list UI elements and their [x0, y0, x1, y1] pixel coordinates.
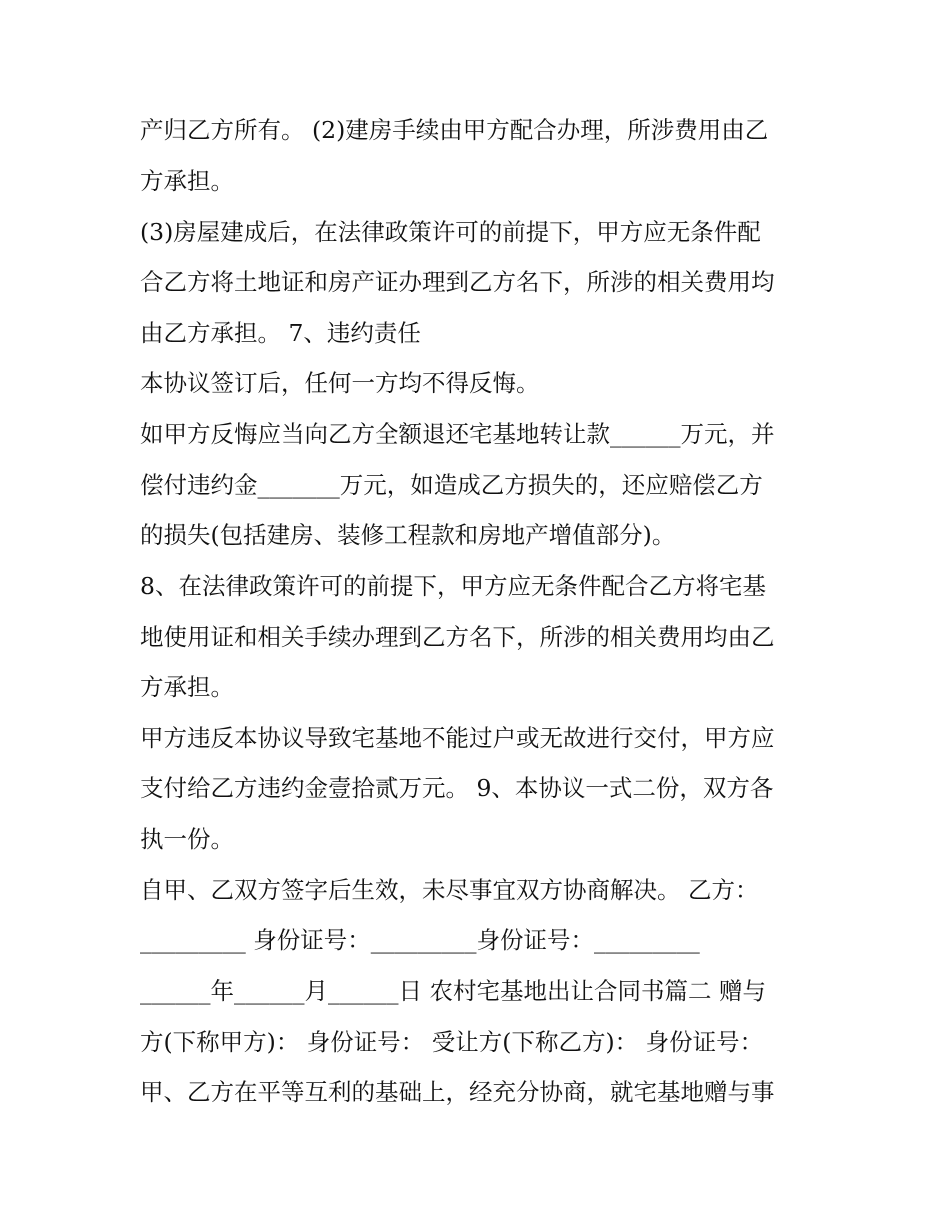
text-line: _________ 身份证号：_________身份证号：_________	[140, 926, 700, 954]
text-line: 甲方违反本协议导致宅基地不能过户或无故进行交付，甲方应	[140, 724, 775, 752]
text-line: ______年______月______日 农村宅基地出让合同书篇二 赠与	[140, 977, 766, 1005]
text-line: 方承担。	[140, 673, 234, 701]
text-line: 执一份。	[140, 825, 234, 853]
text-line: 由乙方承担。 7、违约责任	[140, 319, 421, 347]
text-line: 方承担。	[140, 167, 234, 195]
text-line: 合乙方将土地证和房产证办理到乙方名下，所涉的相关费用均	[140, 268, 775, 296]
text-line: 如甲方反悔应当向乙方全额退还宅基地转让款______万元，并	[140, 420, 775, 448]
text-line: 方(下称甲方)： 身份证号： 受让方(下称乙方)： 身份证号：	[140, 1028, 764, 1056]
text-line: 产归乙方所有。 (2)建房手续由甲方配合办理，所涉费用由乙	[140, 116, 769, 144]
text-line: 的损失(包括建房、装修工程款和房地产增值部分)。	[140, 521, 676, 549]
text-line: 本协议签订后，任何一方均不得反悔。	[140, 369, 540, 397]
text-line: 支付给乙方违约金壹拾贰万元。 9、本协议一式二份，双方各	[140, 774, 774, 802]
text-line: 8、在法律政策许可的前提下，甲方应无条件配合乙方将宅基	[140, 572, 766, 600]
text-line: 偿付违约金_______万元，如造成乙方损失的，还应赔偿乙方	[140, 471, 763, 499]
text-line: 自甲、乙双方签字后生效，未尽事宜双方协商解决。 乙方：	[140, 876, 759, 904]
text-line: 甲、乙方在平等互利的基础上，经充分协商，就宅基地赠与事	[140, 1078, 775, 1106]
text-line: (3)房屋建成后，在法律政策许可的前提下，甲方应无条件配	[140, 218, 761, 246]
text-line: 地使用证和相关手续办理到乙方名下，所涉的相关费用均由乙	[140, 623, 775, 651]
